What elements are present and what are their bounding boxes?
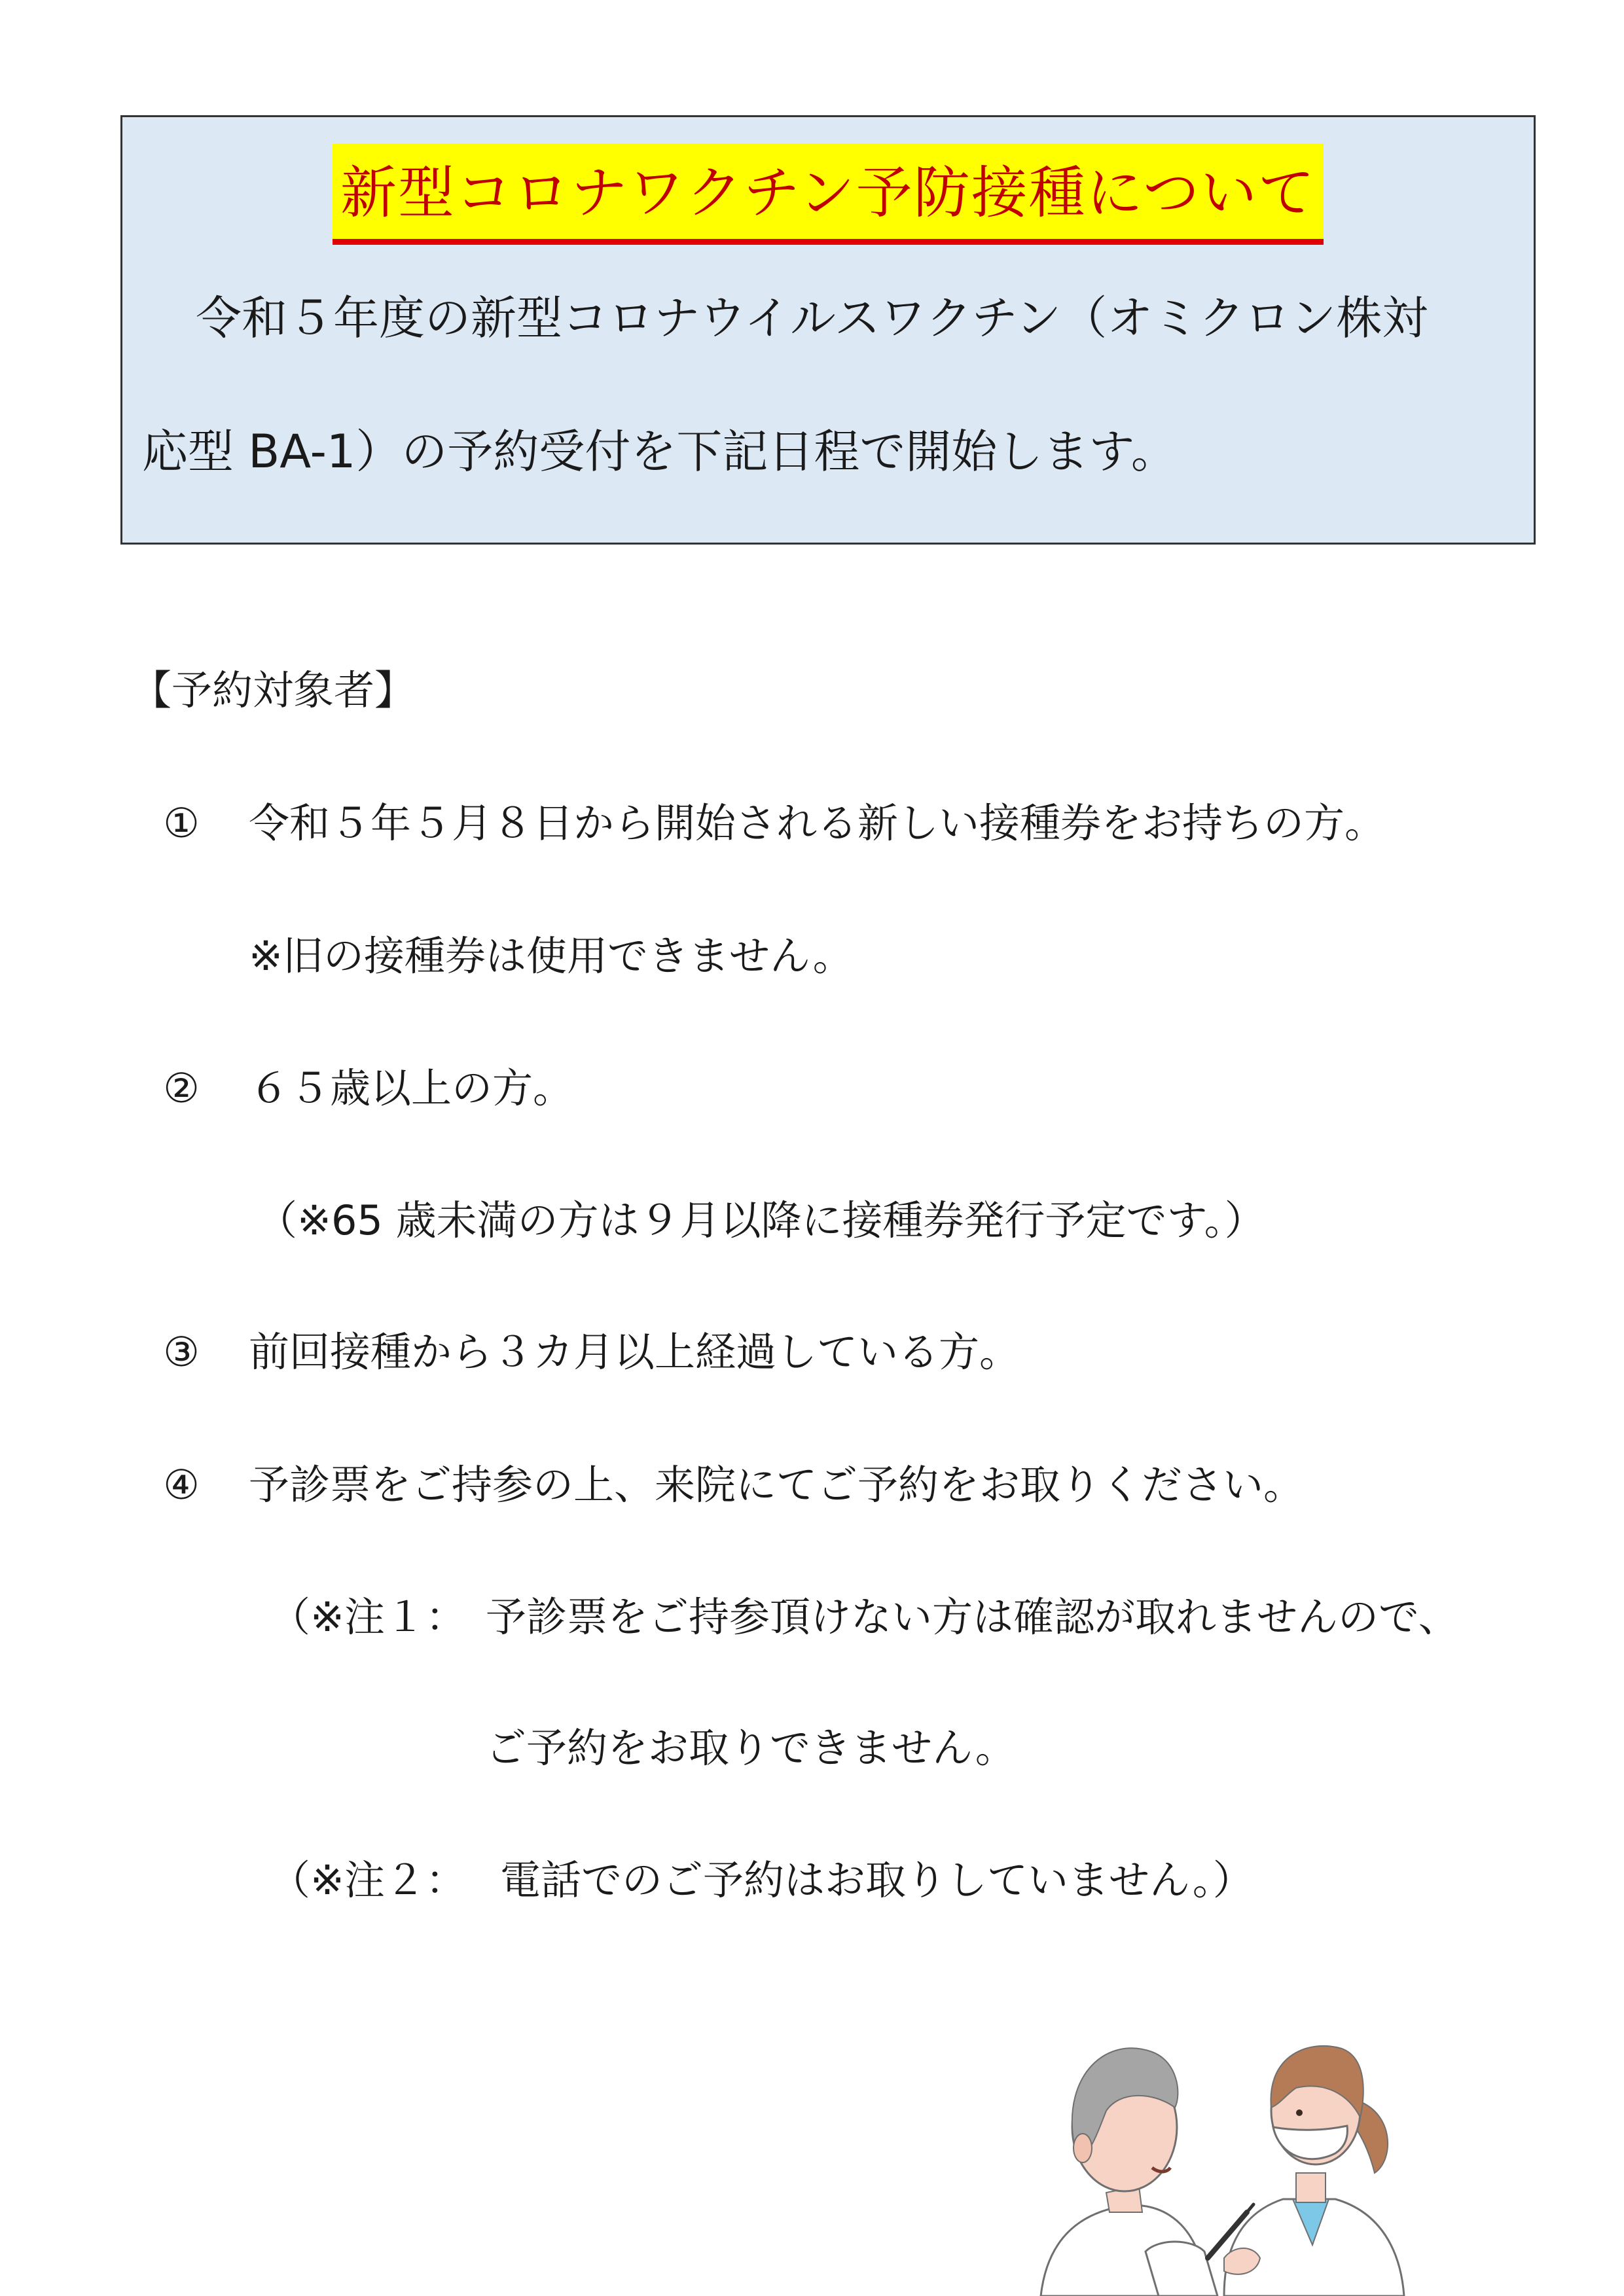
- note2-text: 電話でのご予約はお取りしていません。）: [500, 1856, 1254, 1904]
- item-marker-4: ④: [163, 1461, 200, 1509]
- item-text-1: 令和５年５月８日から開始される新しい接種券をお持ちの方。: [249, 799, 1386, 847]
- item-marker-2: ②: [163, 1064, 200, 1112]
- vaccination-illustration: [1028, 1977, 1447, 2296]
- nurse-figure: [1208, 2046, 1404, 2296]
- item-note-1: ※旧の接種券は使用できません。: [249, 932, 854, 980]
- item-marker-3: ③: [163, 1328, 200, 1376]
- item-text-3: 前回接種から３カ月以上経過している方。: [249, 1328, 1020, 1376]
- note1-label: （※注１：: [270, 1593, 466, 1641]
- title-wrap: [122, 143, 1534, 245]
- item-text-4: 予診票をご持参の上、来院にてご予約をお取りください。: [249, 1461, 1305, 1509]
- section-heading: 【予約対象者】: [131, 666, 416, 714]
- note1-line1: 予診票をご持参頂けない方は確認が取れませんので、: [486, 1593, 1459, 1641]
- header-box: [120, 115, 1536, 545]
- item-text-2: ６５歳以上の方。: [249, 1064, 574, 1112]
- item-note-2: （※65 歳未満の方は９月以降に接種券発行予定です。）: [257, 1196, 1265, 1244]
- patient-figure: [1041, 2048, 1218, 2296]
- intro-line-1: 令和５年度の新型コロナウイルスワクチン（オミクロン株対: [196, 291, 1428, 345]
- page-title: 新型コロナワクチン予防接種について: [333, 143, 1324, 245]
- note1-line2: ご予約をお取りできません。: [486, 1724, 1016, 1772]
- item-marker-1: ①: [163, 799, 200, 847]
- note2-label: （※注２：: [270, 1856, 466, 1904]
- intro-line-2: 応型 BA-1）の予約受付を下記日程で開始します。: [142, 425, 1177, 478]
